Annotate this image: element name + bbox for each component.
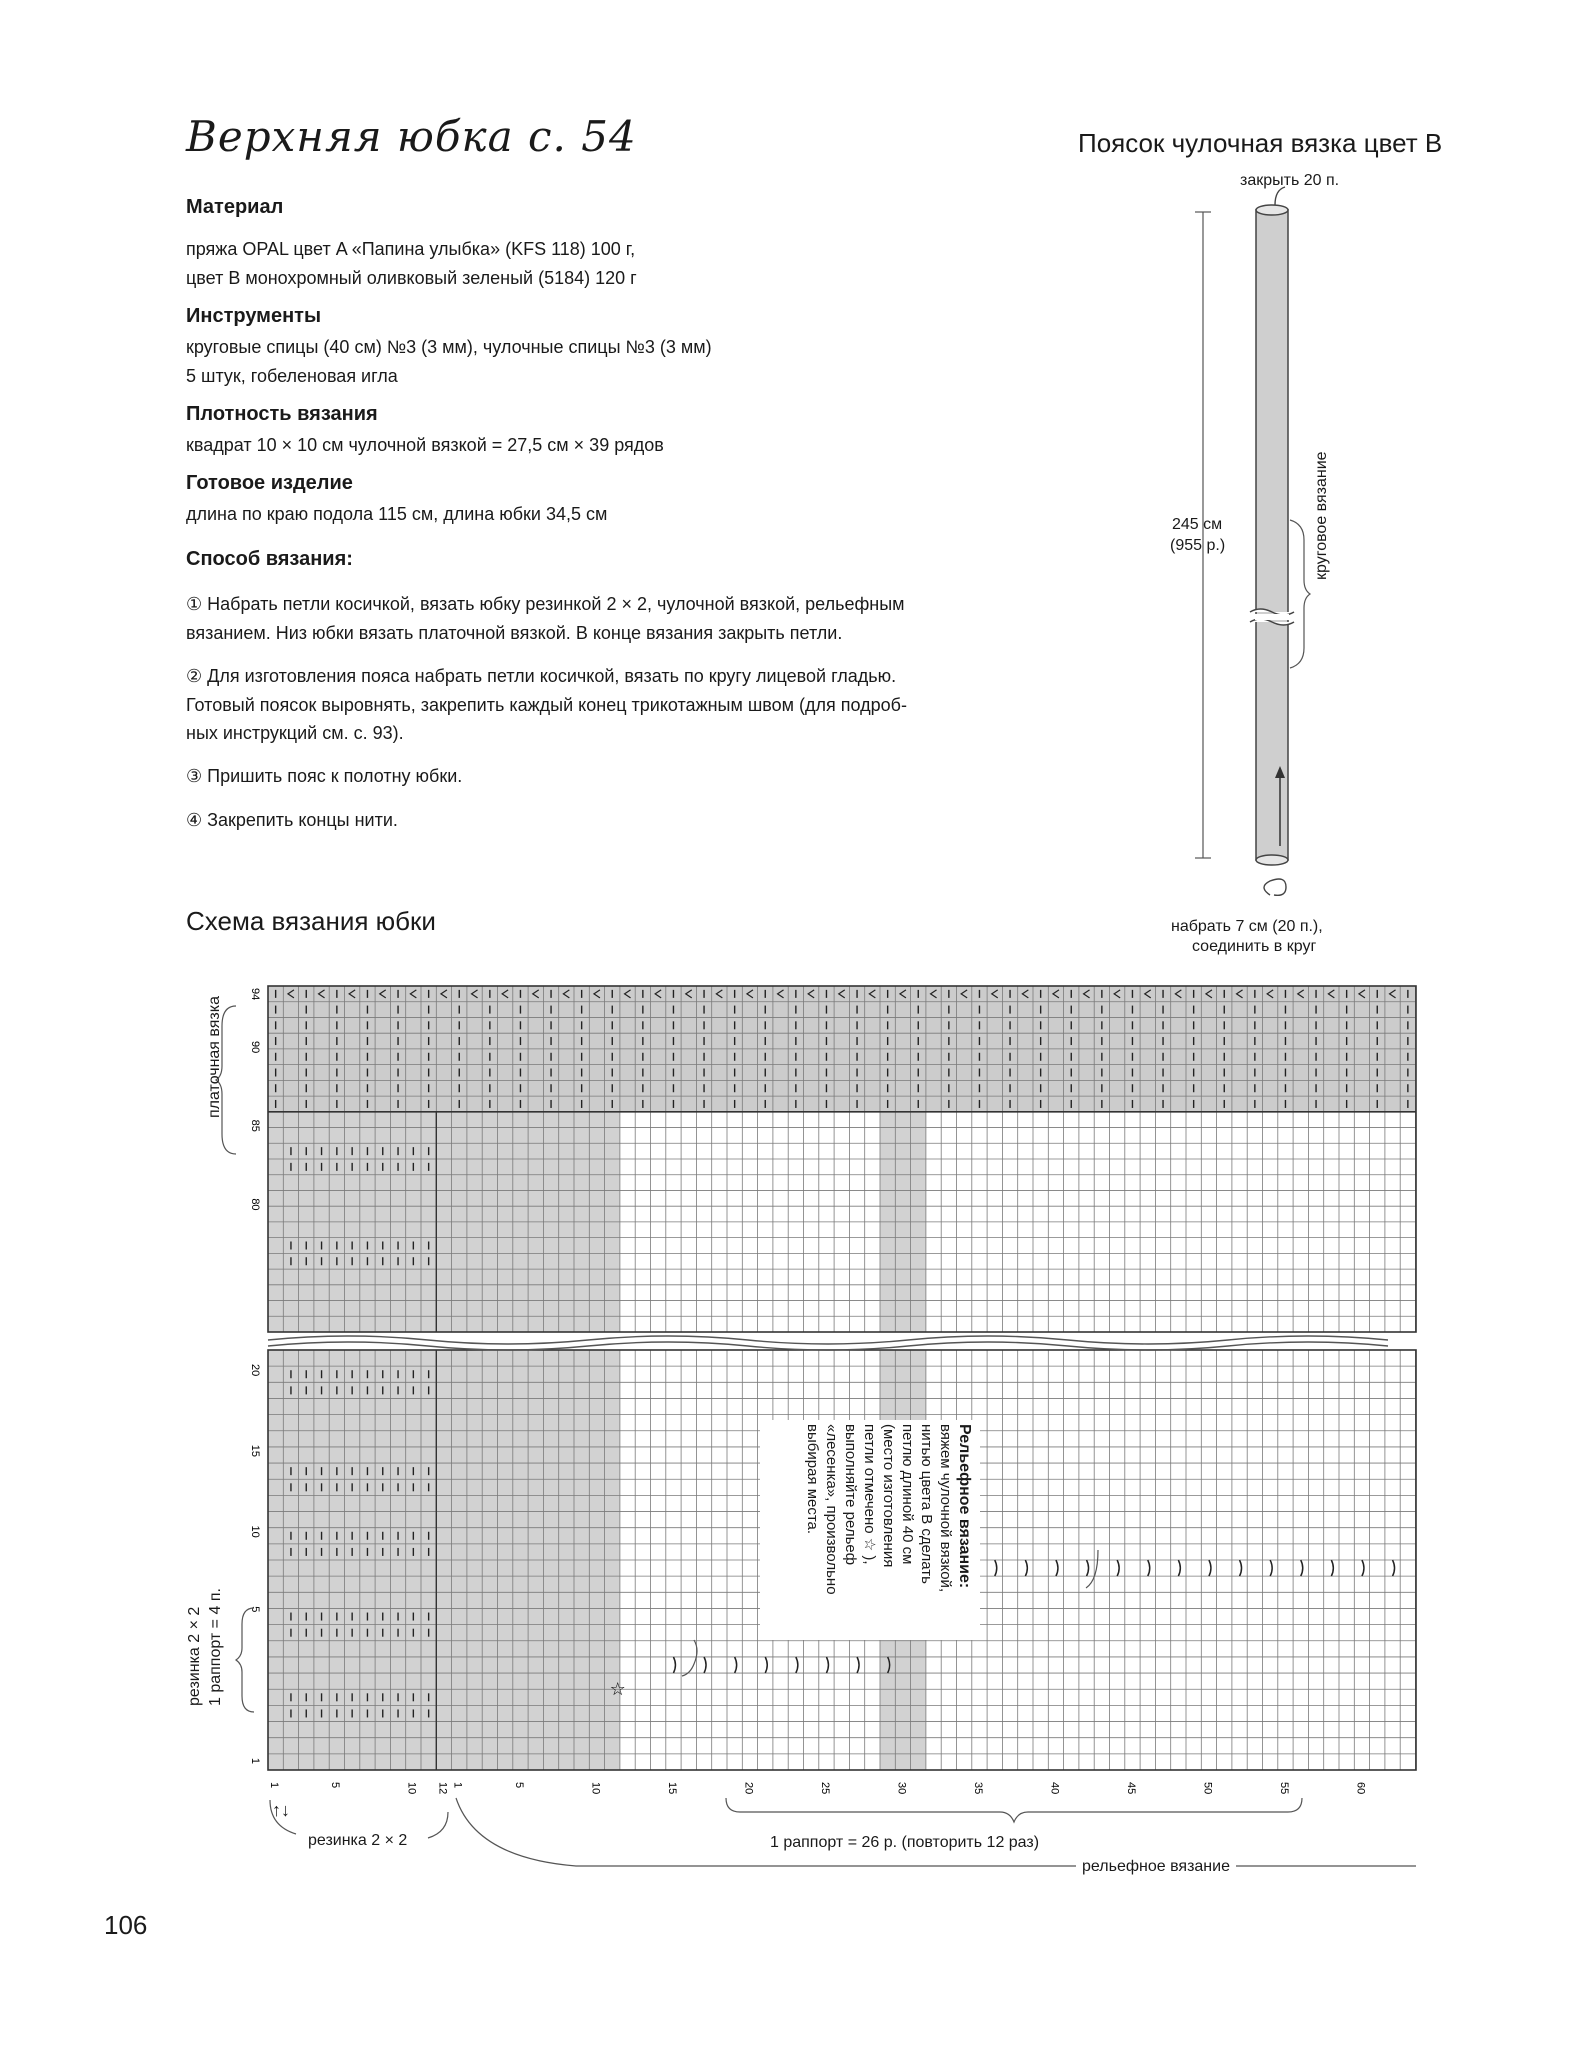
col-number: 20 (742, 1782, 755, 1795)
relief-note-line: (место изготовления (880, 1424, 897, 1568)
chart-symbol-relief-loop (1270, 1560, 1272, 1576)
chart-symbol-relief-loop (1087, 1560, 1089, 1576)
arrows-glyph: ↑↓ (272, 1800, 290, 1820)
col-number: 45 (1124, 1782, 1137, 1795)
method-step-3: ③ Пришить пояс к полотну юбки. (186, 766, 463, 786)
relief-note-line: выбирая места. (804, 1424, 821, 1535)
chart-symbol-relief-loop (796, 1657, 798, 1673)
chart-symbol-relief-loop (857, 1657, 859, 1673)
row-number: 85 (249, 1119, 261, 1132)
row-number: 80 (249, 1198, 261, 1211)
col-number: 25 (818, 1782, 831, 1795)
gauge-line-1: квадрат 10 × 10 см чулочной вязкой = 27,5 см × 39 рядов (186, 435, 664, 455)
repeat-brace (726, 1798, 1302, 1822)
chart-symbol-relief-loop (1178, 1560, 1180, 1576)
chart-symbol-relief-loop (1117, 1560, 1119, 1576)
repeat-label: 1 раппорт = 26 р. (повторить 12 раз) (770, 1834, 1040, 1851)
col-number: 5 (512, 1782, 525, 1789)
chart-symbol-relief-loop (1025, 1560, 1027, 1576)
chart-label-rib-line-1: резинка 2 × 2 (186, 1606, 203, 1706)
chart-label-garter: платочная вязка (206, 996, 223, 1118)
chart-symbol-relief-loop (826, 1657, 828, 1673)
chart-symbol-relief-loop (673, 1657, 675, 1673)
relief-note-line: «лесенка», произвольно (823, 1424, 840, 1595)
belt-top-label: закрыть 20 п. (1240, 172, 1340, 189)
col-number: 5 (329, 1782, 342, 1789)
gauge-heading: Плотность вязания (186, 403, 378, 425)
row-number: 10 (249, 1525, 261, 1538)
col-number: 1 (268, 1782, 280, 1789)
row-number: 1 (249, 1757, 261, 1764)
material-heading: Материал (186, 196, 284, 218)
tools-heading: Инструменты (186, 305, 322, 327)
relief-note-line: выполняйте рельеф (842, 1424, 859, 1566)
belt-bottom-line-1: набрать 7 см (20 п.), (1171, 918, 1323, 935)
relief-note-line: петлю длиной 40 см (899, 1424, 916, 1565)
chart-symbol-relief-loop (704, 1657, 706, 1673)
chart-title: Схема вязания юбки (186, 906, 436, 936)
relief-note-heading: Рельефное вязание: (956, 1424, 973, 1589)
col-number: 55 (1277, 1782, 1290, 1795)
chart-label-rib-line-2: 1 раппорт = 4 п. (207, 1588, 224, 1706)
chart-break-lower (268, 1342, 1388, 1350)
col-number: 1 (451, 1782, 464, 1789)
method-step-2-line-1: ② Для изготовления пояса набрать петли косичкой, вязать по кругу лицевой гладью. (186, 666, 897, 686)
belt-bottom-line-2: соединить в круг (1192, 938, 1317, 955)
method-step-1-line-2: вязанием. Низ юбки вязать платочной вязкой. В конце вязания закрыть петли. (186, 623, 843, 643)
relief-note-line: нитью цвета B сделать (918, 1424, 935, 1584)
finished-line-1: длина по краю подола 115 см, длина юбки 34,5 см (186, 504, 608, 524)
col-number: 15 (665, 1782, 678, 1795)
col-number: 50 (1201, 1782, 1214, 1795)
row-number: 20 (249, 1364, 261, 1377)
relief-note (803, 1424, 974, 1654)
chart-break-upper (268, 1336, 1388, 1344)
chart-symbol-relief-loop (1209, 1560, 1211, 1576)
relief-label: рельефное вязание (1076, 1858, 1236, 1876)
method-step-2-line-2: Готовый поясок выровнять, закрепить каждый конец трикотажным швом (для подроб- (186, 695, 907, 715)
col-number: 60 (1354, 1782, 1367, 1795)
col-number: 10 (405, 1782, 418, 1795)
tools-line-1: круговые спицы (40 см) №3 (3 мм), чулочные спицы №3 (3 мм) (186, 337, 712, 357)
rib-pointer-right (428, 1812, 448, 1838)
belt-length-line-1: 245 см (1172, 516, 1223, 533)
chart-symbol-relief-loop (765, 1657, 767, 1673)
star-pointer-1 (682, 1640, 697, 1676)
belt-side-label: круговое вязание (1313, 451, 1330, 580)
chart-symbol-relief-loop (1148, 1560, 1150, 1576)
method-step-2-line-3: ных инструкций см. с. 93). (186, 723, 404, 743)
belt-title: Поясок чулочная вязка цвет B (1078, 128, 1443, 158)
chart-symbol-relief-loop (995, 1560, 997, 1576)
chart-symbol-relief-loop (1393, 1560, 1395, 1576)
relief-line-left (456, 1798, 1076, 1866)
method-heading: Способ вязания: (186, 548, 353, 570)
row-number: 5 (249, 1606, 261, 1613)
relief-note-line: вяжем чулочной вязкой, (937, 1424, 954, 1593)
method-step-1-line-1: ① Набрать петли косичкой, вязать юбку резинкой 2 × 2, чулочной вязкой, рельефным (186, 594, 905, 614)
tools-line-2: 5 штук, гобеленовая игла (186, 366, 398, 386)
rib-brace (236, 1608, 254, 1712)
chart-symbol-relief-loop (1240, 1560, 1242, 1576)
chart-symbol-relief-loop (1362, 1560, 1364, 1576)
belt-length-line-2: (955 р.) (1170, 537, 1226, 554)
col-number: 30 (895, 1782, 908, 1795)
page-title: Верхняя юбка с. 54 (186, 112, 637, 161)
method-step-4: ④ Закрепить концы нити. (186, 810, 398, 830)
material-line-2: цвет B монохромный оливковый зеленый (5184) 120 г (186, 268, 637, 288)
chart-symbol-relief-loop (1331, 1560, 1333, 1576)
col-number: 40 (1048, 1782, 1061, 1795)
row-number: 94 (249, 988, 261, 1001)
row-number: 90 (249, 1041, 261, 1054)
page-number: 106 (104, 1910, 148, 1940)
col-number: 10 (589, 1782, 602, 1795)
bottom-rib-label: резинка 2 × 2 (308, 1832, 408, 1849)
chart-symbol-relief-loop (1056, 1560, 1058, 1576)
col-number: 12 (436, 1782, 449, 1795)
chart-symbol-relief-loop (735, 1657, 737, 1673)
col-number: 35 (971, 1782, 984, 1795)
relief-note-line: петли отмечено ☆ ), (861, 1424, 878, 1565)
chart-star-marker: ☆ (609, 1679, 626, 1700)
finished-heading: Готовое изделие (186, 472, 353, 494)
row-number: 15 (249, 1444, 261, 1458)
material-line-1: пряжа OPAL цвет A «Папина улыбка» (KFS 118) 100 г, (186, 239, 636, 259)
chart-symbol-relief-loop (1301, 1560, 1303, 1576)
